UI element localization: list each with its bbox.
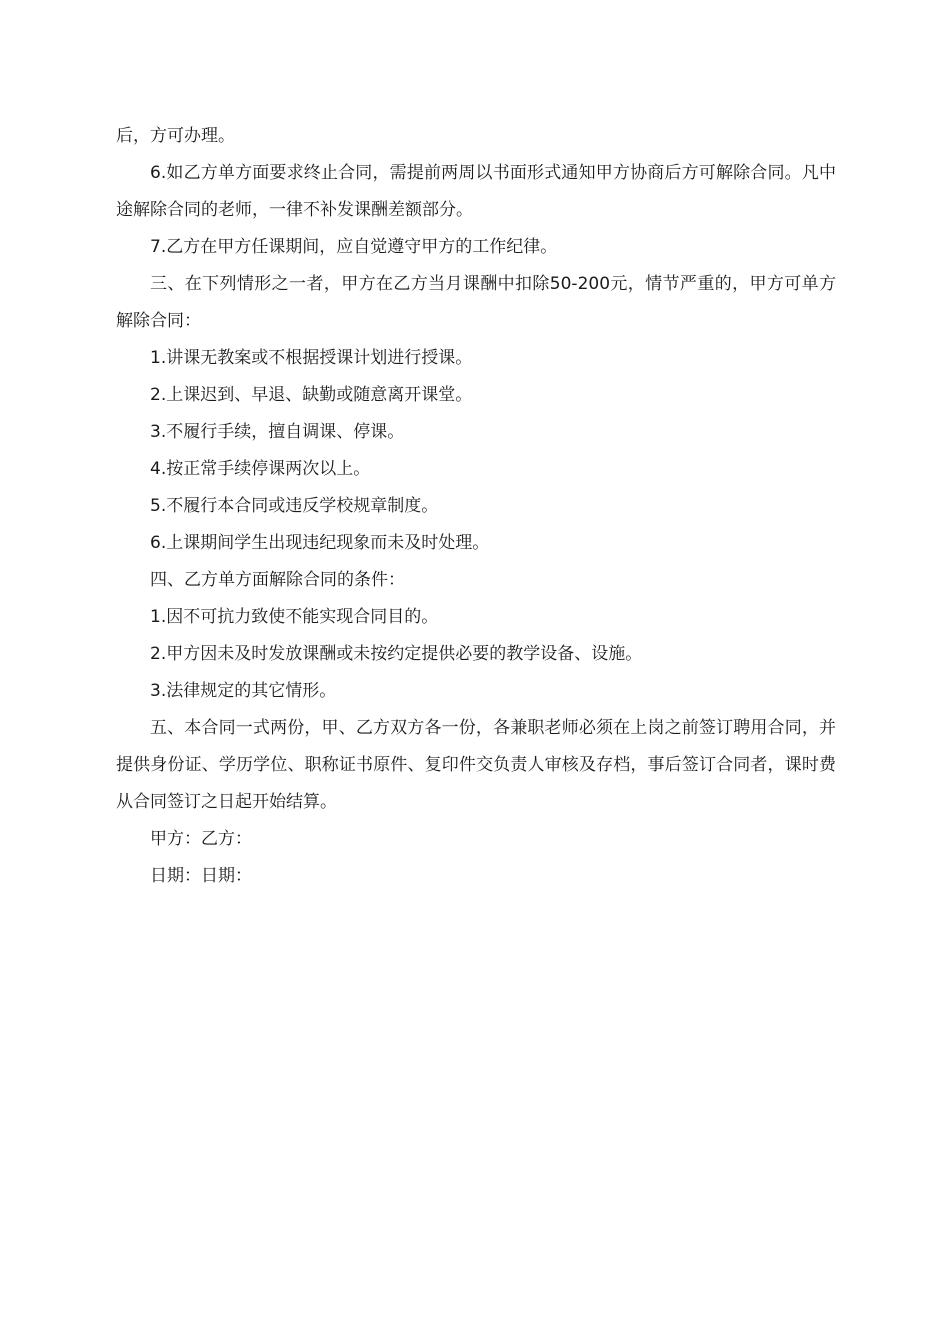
clause-3-item-1: 1.讲课无教案或不根据授课计划进行授课。: [150, 348, 473, 368]
clause-2-item-7: 7.乙方在甲方任课期间，应自觉遵守甲方的工作纪律。: [150, 237, 558, 257]
clause-4-item-1: 1.因不可抗力致使不能实现合同目的。: [150, 607, 439, 627]
document-body: [116, 118, 836, 895]
clause-3-item-6: 6.上课期间学生出现违纪现象而未及时处理。: [150, 533, 490, 553]
clause-2-item-6: 6.如乙方单方面要求终止合同，需提前两周以书面形式通知甲方协商后方可解除合同。凡中途解除合同的老师，一律不补发课酬差额部分。: [116, 163, 836, 220]
clause-3-heading: 三、在下列情形之一者，甲方在乙方当月课酬中扣除50-200元，情节严重的，甲方可单方解除合同：: [116, 274, 836, 331]
paragraph-continuation: 后，方可办理。: [116, 126, 235, 146]
signature-parties: 甲方：乙方：: [150, 829, 252, 849]
clause-3-item-5: 5.不履行本合同或违反学校规章制度。: [150, 496, 439, 516]
clause-3-item-3: 3.不履行手续，擅自调课、停课。: [150, 422, 405, 442]
clause-3-item-2: 2.上课迟到、早退、缺勤或随意离开课堂。: [150, 385, 473, 405]
signature-dates: 日期：日期：: [150, 866, 252, 886]
clause-4-item-2: 2.甲方因未及时发放课酬或未按约定提供必要的教学设备、设施。: [150, 644, 643, 664]
clause-3-item-4: 4.按正常手续停课两次以上。: [150, 459, 371, 479]
clause-4-item-3: 3.法律规定的其它情形。: [150, 681, 337, 701]
clause-4-heading: 四、乙方单方面解除合同的条件：: [150, 570, 405, 590]
clause-5: 五、本合同一式两份，甲、乙方双方各一份，各兼职老师必须在上岗之前签订聘用合同，并提供身份证、学历学位、职称证书原件、复印件交负责人审核及存档，事后签订合同者，课时费从合同签订之日起开始结算。: [116, 718, 836, 812]
